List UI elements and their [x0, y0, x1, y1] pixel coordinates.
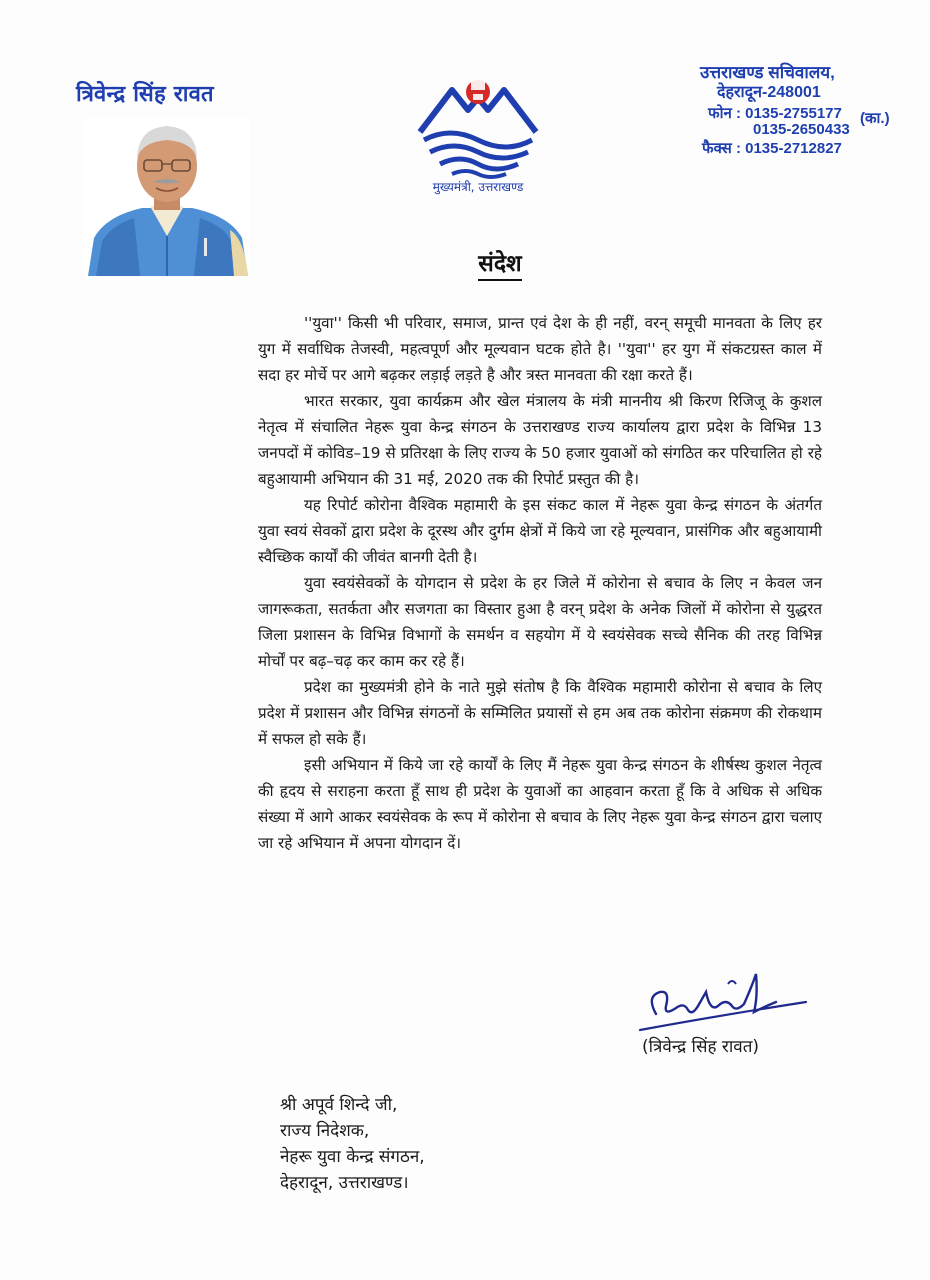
paragraph-6: इसी अभियान में किये जा रहे कार्यों के लिए मैं नेहरू युवा केन्द्र संगठन के शीर्षस्थ कुशल नेतृत्व की हृदय से सराहना करता हूँ साथ ही प्रदेश के युवाओं का आहवान करता हूँ कि वे अधिक से अधिक संख्या में आगे आकर स्वयंसेवक के रूप में कोरोना से बचाव के लिए नेहरू युवा केन्द्र संगठन द्वारा चलाए जा रहे अभियान में अपना योगदान दें। — [258, 756, 822, 852]
recipient-address — [280, 1092, 425, 1196]
phone-number-2: 0135-2650433 — [753, 121, 850, 138]
signatory-name: (त्रिवेन्द्र सिंह रावत) — [642, 1037, 760, 1057]
phone-number: फोन : 0135-2755177 — [708, 105, 842, 122]
address-line-2: देहरादून-248001 — [717, 84, 821, 101]
recipient-line-2: राज्य निदेशक, — [280, 1121, 370, 1141]
fax-number: फैक्स : 0135-2712827 — [702, 140, 842, 157]
emblem-caption: मुख्यमंत्री, उत्तराखण्ड — [432, 180, 524, 194]
message-title — [0, 246, 930, 278]
phone-suffix: (का.) — [860, 110, 890, 127]
message-body — [258, 310, 822, 856]
paragraph-3: यह रिपोर्ट कोरोना वैश्विक महामारी के इस संकट काल में नेहरू युवा केन्द्र संगठन के अंतर्गत युवा स्वयं सेवकों द्वारा प्रदेश के दूरस्थ और दुर्गम क्षेत्रों में किये जा रहे मूल्यवान, प्रासंगिक और बहुआयामी स्वैच्छिक कार्यों की जीवंत बानगी देती है। — [258, 496, 822, 566]
recipient-line-3: नेहरू युवा केन्द्र संगठन, — [280, 1147, 425, 1167]
address-line-1: उत्तराखण्ड सचिवालय, — [700, 63, 835, 82]
paragraph-5: प्रदेश का मुख्यमंत्री होने के नाते मुझे संतोष है कि वैश्विक महामारी कोरोना से बचाव के लिए प्रदेश में प्रशासन और विभिन्न संगठनों के सम्मिलित प्रयासों से हम अब तक कोरोना संक्रमण की रोकथाम में सफल हो सके हैं। — [258, 678, 822, 748]
uttarakhand-emblem-icon — [416, 70, 540, 180]
recipient-line-4: देहरादून, उत्तराखण्ड। — [280, 1173, 409, 1193]
recipient-line-1: श्री अपूर्व शिन्दे जी, — [280, 1095, 398, 1115]
signature-mark — [636, 966, 816, 1036]
paragraph-1: ''युवा'' किसी भी परिवार, समाज, प्रान्त एवं देश के ही नहीं, वरन् समूची मानवता के लिए हर युग में सर्वाधिक तेजस्वी, महत्वपूर्ण और मूल्यवान घटक होते है। ''युवा'' हर युग में संकटग्रस्त काल में सदा हर मोर्चे पर आगे बढ़कर लड़ाई लड़ते है और त्रस्त मानवता की रक्षा करते हैं। — [258, 314, 822, 384]
letterhead-name: त्रिवेन्द्र सिंह रावत — [76, 82, 214, 107]
message-title-text: संदेश — [478, 251, 521, 281]
paragraph-4: युवा स्वयंसेवकों के योगदान से प्रदेश के हर जिले में कोरोना से बचाव के लिए न केवल जन जागरूकता, सतर्कता और सजगता का विस्तार हुआ है वरन् प्रदेश के अनेक जिलों में कोरोना से युद्धरत जिला प्रशासन के विभिन्न विभागों के समर्थन व सहयोग में ये स्वयंसेवक सच्चे सैनिक की तरह विभिन्न मोर्चों पर बढ़–चढ़ कर काम कर रहे हैं। — [258, 574, 822, 670]
paragraph-2: भारत सरकार, युवा कार्यक्रम और खेल मंत्रालय के मंत्री माननीय श्री किरण रिजिजू के कुशल नेतृत्व में संचालित नेहरू युवा केन्द्र संगठन के उत्तराखण्ड राज्य कार्यालय द्वारा प्रदेश के विभिन्न 13 जनपदों में कोविड–19 से प्रतिरक्षा के लिए राज्य के 50 हजार युवाओं को संगठित कर परिचालित हो रहे बहुआयामी अभियान की 31 मई, 2020 तक की रिपोर्ट प्रस्तुत की है। — [258, 392, 822, 488]
